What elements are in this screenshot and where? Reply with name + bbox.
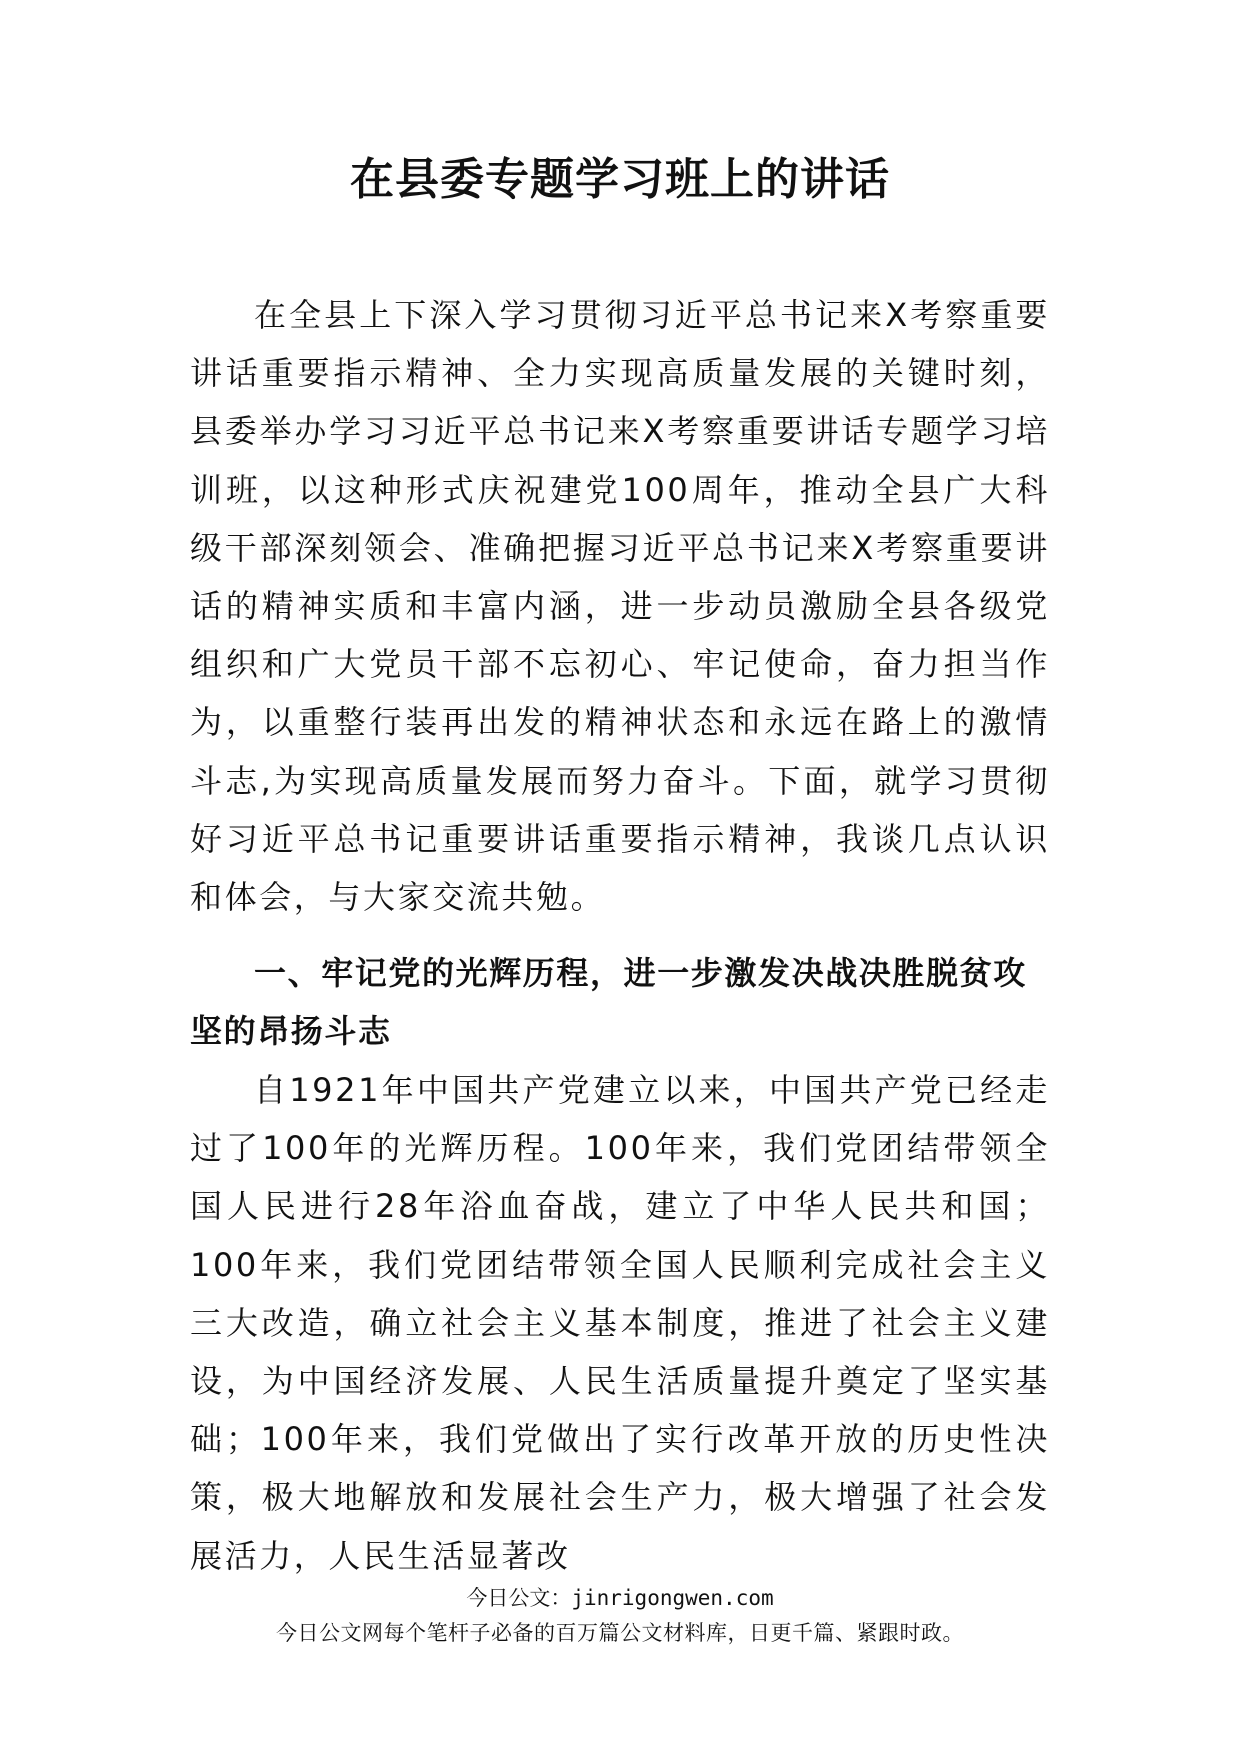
footer-label: 今日公文： bbox=[466, 1586, 572, 1610]
document-title: 在县委专题学习班上的讲话 bbox=[350, 154, 890, 205]
section-heading-1: 一、牢记党的光辉历程，进一步激发决战决胜脱贫攻坚的昂扬斗志 bbox=[190, 954, 1027, 1051]
footer-slogan: 今日公文网每个笔杆子必备的百万篇公文材料库，日更千篇、紧跟时政。 bbox=[276, 1621, 964, 1645]
paragraph-intro: 在全县上下深入学习贯彻习近平总书记来X考察重要讲话重要指示精神、全力实现高质量发展的关键时刻，县委举办学习习近平总书记来X考察重要讲话专题学习培训班，以这种形式庆祝建党100周年，推动全县广大科级干部深刻领会、准确把握习近平总书记来X考察重要讲话的精神实质和丰富内涵，进一步动员激励全县各级党组织和广大党员干部不忘初心、牢记使命，奋力担当作为，以重整行装再出发的精神状态和永远在路上的激情斗志,为实现高质量发展而努力奋斗。下面，就学习贯彻好习近平总书记重要讲话重要指示精神，我谈几点认识和体会，与大家交流共勉。 bbox=[190, 296, 1050, 917]
footer-site-link[interactable]: jinrigongwen.com bbox=[571, 1586, 774, 1610]
paragraph-history: 自1921年中国共产党建立以来，中国共产党已经走过了100年的光辉历程。100年来，我们党团结带领全国人民进行28年浴血奋战，建立了中华人民共和国；100年来，我们党团结带领全国人民顺利完成社会主义三大改造，确立社会主义基本制度，推进了社会主义建设，为中国经济发展、人民生活质量提升奠定了坚实基础；100年来，我们党做出了实行改革开放的历史性决策，极大地解放和发展社会生产力，极大增强了社会发展活力，人民生活显著改 bbox=[190, 1071, 1050, 1575]
footer-source bbox=[0, 1583, 1240, 1613]
